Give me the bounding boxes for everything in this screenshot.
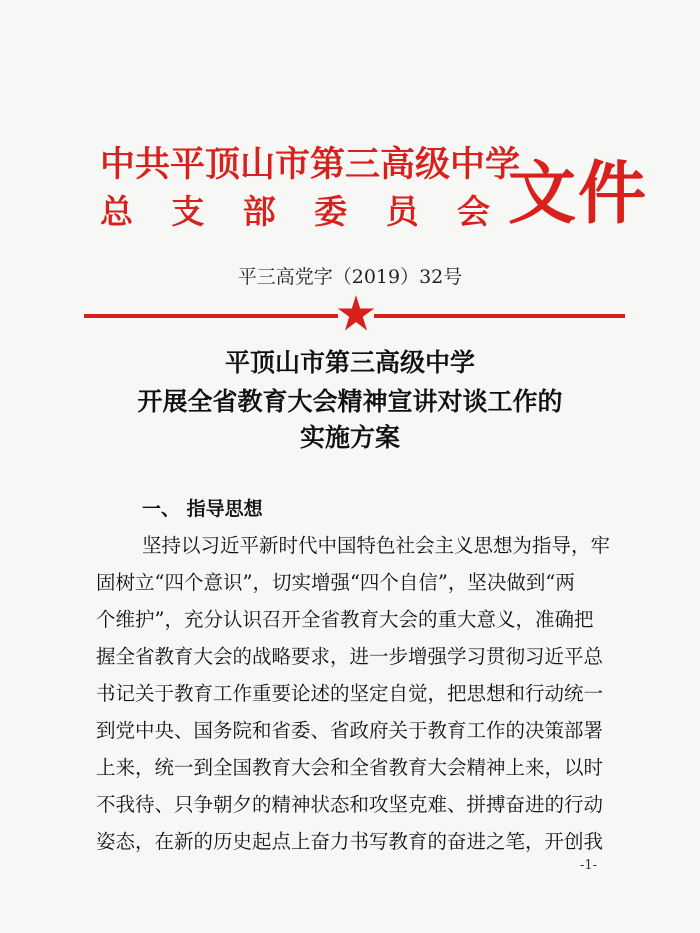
body-line: 个维护”，充分认识召开全省教育大会的重大意义，准确把 bbox=[96, 608, 594, 631]
org-char: 支 bbox=[171, 192, 205, 231]
org-char: 委 bbox=[314, 192, 348, 231]
body-line: 书记关于教育工作重要论述的坚定自觉，把思想和行动统一 bbox=[96, 682, 604, 705]
org-char: 员 bbox=[385, 192, 419, 231]
red-rule-right bbox=[374, 314, 625, 318]
issuing-org-line1: 中共平顶山市第三高级中学 bbox=[100, 144, 521, 185]
body-line: 固树立“四个意识”，切实增强“四个自信”，坚决做到“两 bbox=[96, 571, 575, 594]
body-line: 上来，统一到全国教育大会和全省教育大会精神上来，以时 bbox=[96, 756, 604, 779]
red-rule-left bbox=[84, 314, 338, 318]
document-title-line: 平顶山市第三高级中学 bbox=[224, 348, 475, 377]
body-line: 坚持以习近平新时代中国特色社会主义思想为指导，牢 bbox=[142, 534, 611, 557]
section-heading: 一、 指导思想 bbox=[142, 498, 263, 520]
file-label: 文件 bbox=[508, 154, 649, 234]
issuing-org-line2 bbox=[100, 186, 490, 233]
document-title-line: 开展全省教育大会精神宣讲对谈工作的 bbox=[137, 387, 563, 416]
org-char: 部 bbox=[242, 192, 276, 231]
page-number: -1- bbox=[580, 858, 598, 873]
body-line: 姿态，在新的历史起点上奋力书写教育的奋进之笔，开创我 bbox=[96, 830, 604, 853]
org-char: 总 bbox=[100, 192, 133, 231]
document-number: 平三高党字（2019）32号 bbox=[237, 266, 463, 288]
body-line: 不我待、只争朝夕的精神状态和攻坚克难、拼搏奋进的行动 bbox=[96, 793, 604, 816]
body-line: 到党中央、国务院和省委、省政府关于教育工作的决策部署 bbox=[96, 719, 604, 742]
red-star-icon bbox=[337, 294, 375, 332]
org-char: 会 bbox=[456, 192, 490, 231]
body-line: 握全省教育大会的战略要求，进一步增强学习贯彻习近平总 bbox=[96, 645, 604, 668]
document-title-line: 实施方案 bbox=[299, 423, 400, 452]
